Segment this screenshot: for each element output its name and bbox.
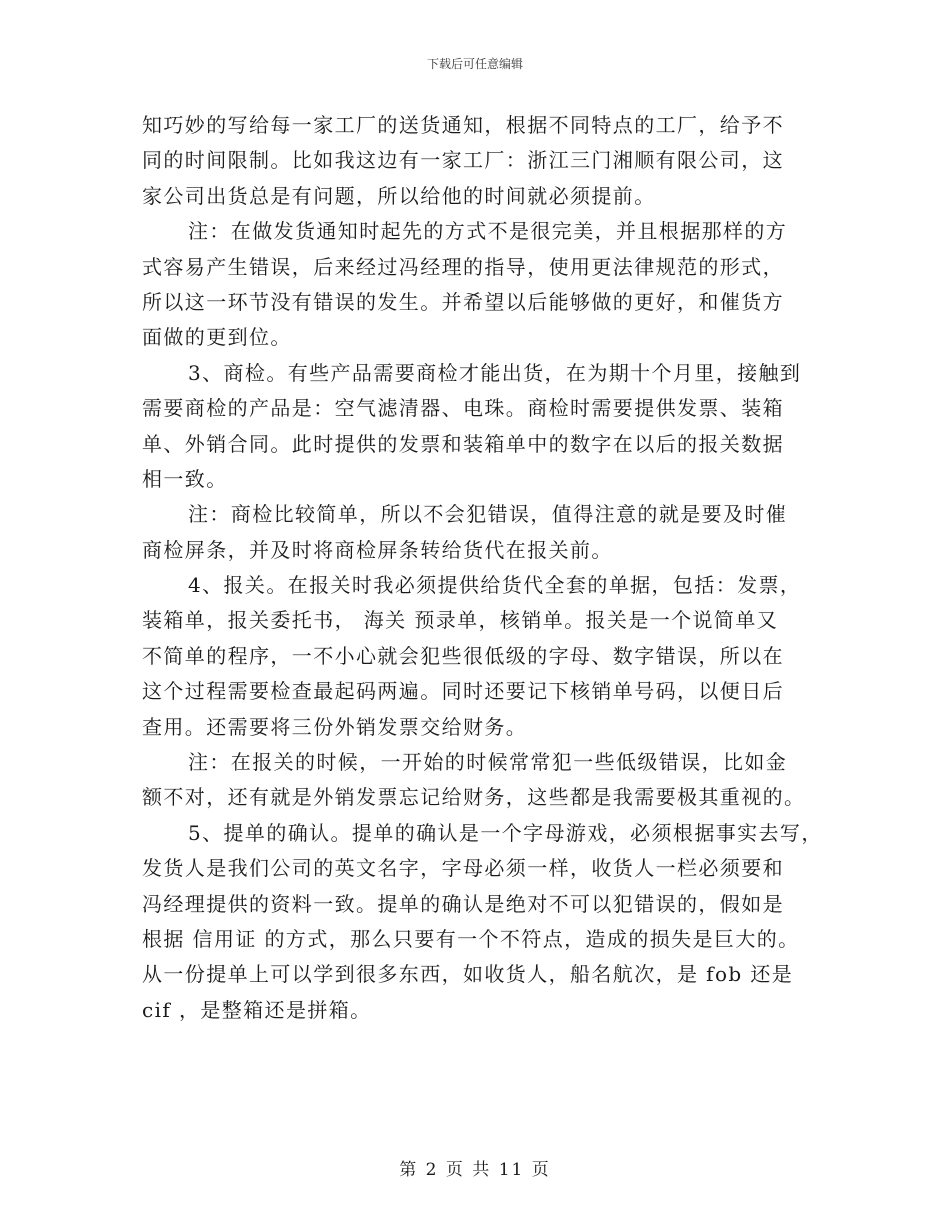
text-line: 同的时间限制。比如我这边有一家工厂：浙江三门湘顺有限公司，这: [142, 148, 784, 173]
text-line: cif ，是整箱还是拼箱。: [142, 997, 372, 1022]
text-line: 从一份提单上可以学到很多东西，如收货人，船名航次，是 fob 还是: [142, 962, 794, 987]
text-line: 不简单的程序，一不小心就会犯些很低级的字母、数字错误，所以在: [142, 643, 784, 668]
text-line: 所以这一环节没有错误的发生。并希望以后能够做的更好，和催货方: [142, 289, 784, 314]
text-line: 装箱单，报关委托书， 海关 预录单，核销单。报关是一个说简单又: [142, 608, 779, 633]
text-line: 家公司出货总是有问题，所以给他的时间就必须提前。: [142, 183, 656, 208]
text-line: 注：在报关的时候，一开始的时候常常犯一些低级错误，比如金: [188, 750, 788, 775]
text-line: 冯经理提供的资料一致。提单的确认是绝对不可以犯错误的，假如是: [142, 891, 784, 916]
document-body: [142, 108, 822, 1028]
text-line: 根据 信用证 的方式，那么只要有一个不符点，造成的损失是巨大的。: [142, 926, 800, 951]
text-line: 相一致。: [142, 466, 228, 491]
text-line: 查用。还需要将三份外销发票交给财务。: [142, 714, 528, 739]
text-line: 发货人是我们公司的英文名字，字母必须一样，收货人一栏必须要和: [142, 856, 784, 881]
page-header: 下载后可任意编辑: [426, 57, 523, 71]
text-line: 式容易产生错误，后来经过冯经理的指导，使用更法律规范的形式，: [142, 254, 784, 279]
text-line: 额不对，还有就是外销发票忘记给财务，这些都是我需要极其重视的。: [142, 785, 806, 810]
text-line: 面做的更到位。: [142, 325, 292, 350]
page-number-footer: 第 2 页 共 11 页: [399, 1160, 551, 1180]
text-line: 商检屏条，并及时将商检屏条转给货代在报关前。: [142, 537, 613, 562]
text-line: 3、商检。有些产品需要商检才能出货，在为期十个月里，接触到: [188, 360, 802, 385]
text-line: 注：在做发货通知时起先的方式不是很完美，并且根据那样的方: [188, 219, 788, 244]
text-line: 注：商检比较简单，所以不会犯错误，值得注意的就是要及时催: [188, 502, 788, 527]
text-line: 单、外销合同。此时提供的发票和装箱单中的数字在以后的报关数据: [142, 431, 784, 456]
text-line: 需要商检的产品是：空气滤清器、电珠。商检时需要提供发票、装箱: [142, 396, 784, 421]
text-line: 4、报关。在报关时我必须提供给货代全套的单据，包括：发票，: [188, 573, 802, 598]
text-line: 这个过程需要检查最起码两遍。同时还要记下核销单号码，以便日后: [142, 679, 784, 704]
text-line: 知巧妙的写给每一家工厂的送货通知，根据不同特点的工厂，给予不: [142, 113, 784, 137]
text-line: 5、提单的确认。提单的确认是一个字母游戏，必须根据事实去写，: [188, 820, 823, 845]
